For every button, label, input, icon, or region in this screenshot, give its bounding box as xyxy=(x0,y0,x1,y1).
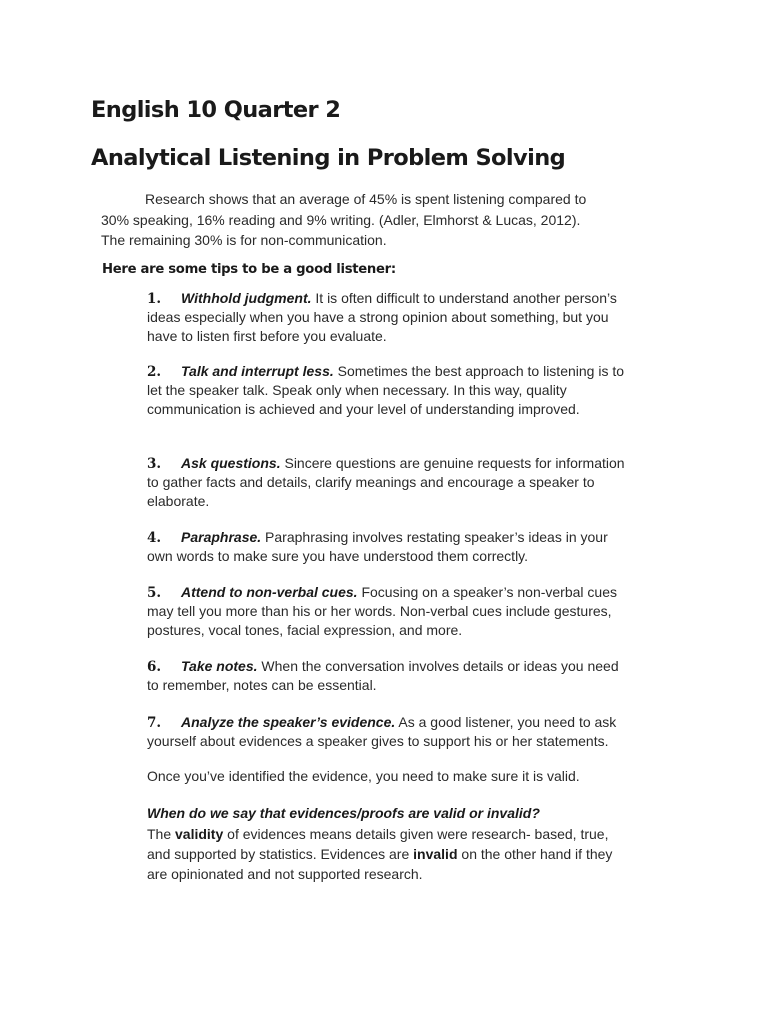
tip-body: When the conversation involves details or ideas you need to remember, notes can be essential. xyxy=(147,658,619,694)
intro-line-1: Research shows that an average of 45% is spent listening compared to xyxy=(145,191,587,207)
validity-question: When do we say that evidences/proofs are valid or invalid? xyxy=(147,805,540,821)
tip-lead: Withhold judgment. xyxy=(181,290,312,306)
tip-number: 4. xyxy=(147,530,162,546)
page-title: English 10 Quarter 2 xyxy=(91,97,341,123)
tip-lead: Ask questions. xyxy=(181,455,281,471)
tip-body: Sincere questions are genuine requests for information to gather facts and details, clarify meanings and encourage a speaker to elaborate. xyxy=(147,455,625,509)
tip-item xyxy=(147,362,632,418)
intro-paragraph xyxy=(101,189,641,251)
tips-heading: Here are some tips to be a good listener: xyxy=(102,262,396,277)
tip-body: Paraphrasing involves restating speaker’s ideas in your own words to make sure you have understood them correctly. xyxy=(147,529,608,565)
intro-line-2: 30% speaking, 16% reading and 9% writing. (Adler, Elmhorst & Lucas, 2012). xyxy=(101,211,581,228)
tip-number: 6. xyxy=(147,659,162,675)
tip-item xyxy=(147,289,632,345)
tip-lead: Analyze the speaker’s evidence. xyxy=(181,714,396,730)
tip-body: It is often difficult to understand another person’s ideas especially when you have a strong opinion about something, but you have to listen first before you evaluate. xyxy=(147,290,617,344)
tip-item xyxy=(147,657,632,695)
tip-item xyxy=(147,713,632,751)
tip-number: 1. xyxy=(147,291,162,307)
tip-number: 5. xyxy=(147,585,162,601)
tip-number: 2. xyxy=(147,364,162,380)
tip-number: 7. xyxy=(147,715,162,731)
evidence-note: Once you’ve identified the evidence, you need to make sure it is valid. xyxy=(147,768,580,784)
validity-paragraph: The validity of evidences means details given were research- based, true, and supported by statistics. Evidences are invalid on the other hand if they are opinionated and not supported research. xyxy=(147,826,613,882)
tip-lead: Paraphrase. xyxy=(181,529,262,545)
tip-lead: Attend to non-verbal cues. xyxy=(181,584,358,600)
tip-body: Focusing on a speaker’s non-verbal cues may tell you more than his or her words. Non-verbal cues include gestures, postures, vocal tones, facial expression, and more. xyxy=(147,584,617,638)
tip-lead: Talk and interrupt less. xyxy=(181,363,334,379)
tip-number: 3. xyxy=(147,456,162,472)
validity-term: validity xyxy=(175,826,224,842)
tip-body: Sometimes the best approach to listening is to let the speaker talk. Speak only when necessary. In this way, quality communication is achieved and your level of understanding improved. xyxy=(147,363,625,417)
tip-item xyxy=(147,454,632,510)
tip-body: As a good listener, you need to ask yourself about evidences a speaker gives to support his or her statements. xyxy=(147,714,617,750)
invalid-term: invalid xyxy=(413,846,458,862)
tip-lead: Take notes. xyxy=(181,658,258,674)
lesson-title: Analytical Listening in Problem Solving xyxy=(91,145,566,171)
intro-line-3: The remaining 30% is for non-communication. xyxy=(101,232,387,248)
tip-item xyxy=(147,583,632,639)
tip-item xyxy=(147,528,632,566)
